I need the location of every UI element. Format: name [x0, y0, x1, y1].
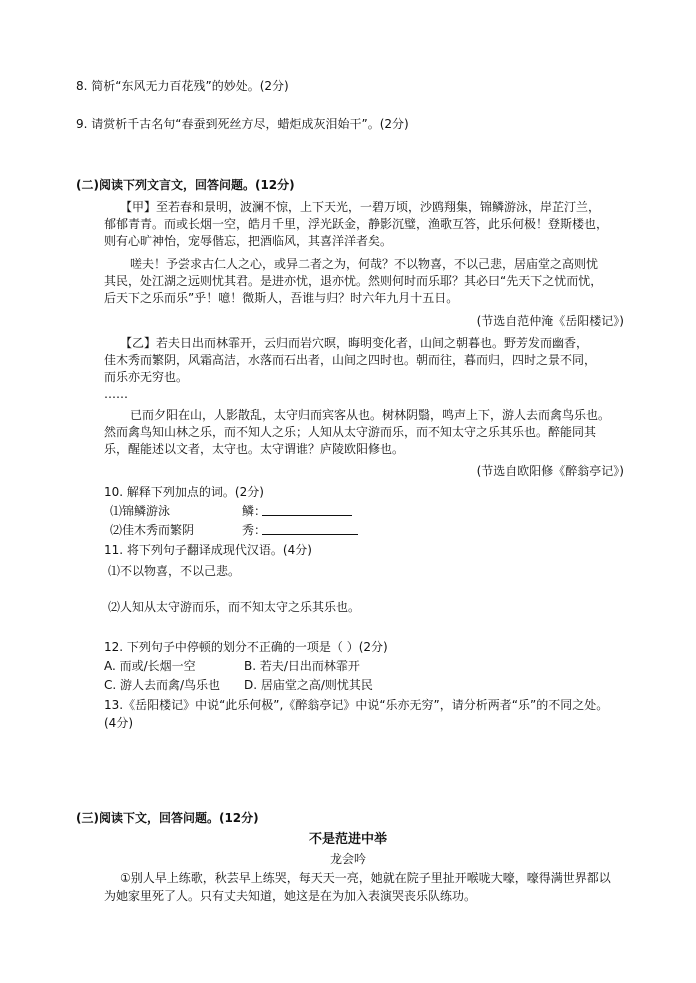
- q10-answer-blank[interactable]: [262, 522, 358, 535]
- article-author: 龙会吟: [329, 852, 366, 866]
- passage-yi-line: 乐，醒能述以文者，太守也。太守谓谁？庐陵欧阳修也。: [104, 442, 405, 456]
- question-11: 11. 将下列句子翻译成现代汉语。(4分): [104, 543, 312, 557]
- passage-yi-line: 已而夕阳在山，人影散乱，太守归而宾客从也。树林阴翳，鸣声上下，游人去而禽鸟乐也。: [130, 408, 611, 422]
- q10-item-text: ⑵佳木秀而繁阴: [110, 523, 195, 537]
- passage-yi-ellipsis: ……: [104, 387, 128, 401]
- passage-jia-line: 其民，处江湖之远则忧其君。是进亦忧，退亦忧。然则何时而乐耶？其必曰“先天下之忧而忧，: [104, 274, 603, 288]
- question-9: 9. 请赏析千古名句“春蚕到死丝方尽，蜡炬成灰泪始干”。(2分): [76, 117, 409, 131]
- q10-item-word: 鳞：: [242, 504, 267, 518]
- passage-yi-line: 佳木秀而繁阴，风霜高洁，水落而石出者，山间之四时也。朝而往，暮而归，四时之景不同，: [104, 353, 597, 367]
- q12-option: B. 若夫/日出而林霏开: [244, 659, 360, 673]
- question-13-points: (4分): [104, 716, 133, 730]
- question-10: 10. 解释下列加点的词。(2分): [104, 485, 264, 499]
- question-13: 13.《岳阳楼记》中说“此乐何极”,《醉翁亭记》中说“乐亦无穷”，请分析两者“乐”的不同之处。: [104, 698, 609, 712]
- section-2-heading: (二)阅读下列文言文，回答问题。(12分): [76, 178, 295, 192]
- article-title: 不是范进中举: [308, 832, 387, 847]
- section-3-heading: (三)阅读下文，回答问题。(12分): [76, 811, 259, 825]
- q10-item: [110, 503, 267, 519]
- passage-jia-source: (节选自范仲淹《岳阳楼记》): [476, 314, 624, 328]
- q10-answer-blank[interactable]: [262, 503, 352, 516]
- passage-jia-line: 后天下之乐而乐”乎！噫！微斯人，吾谁与归？时六年九月十五日。: [104, 291, 459, 305]
- question-12: 12. 下列句子中停顿的划分不正确的一项是（ ）(2分): [104, 640, 388, 654]
- article-paragraph-line: ①别人早上练歌，秋芸早上练哭，每天天一亮，她就在院子里扯开喉咙大嚎，嚎得满世界都以: [120, 871, 611, 885]
- passage-yi-line: 然而禽鸟知山林之乐，而不知人之乐；人知从太守游而乐，而不知太守之乐其乐也。醉能同其: [104, 425, 597, 439]
- q11-item: ⑵人知从太守游而乐，而不知太守之乐其乐也。: [108, 600, 361, 614]
- q10-item-text: ⑴锦鳞游泳: [110, 504, 171, 518]
- q10-item-word: 秀：: [242, 523, 267, 537]
- passage-jia-line: 郁郁青青。而或长烟一空，皓月千里，浮光跃金，静影沉璧，渔歌互答，此乐何极！登斯楼也，: [104, 217, 609, 231]
- q12-option: C. 游人去而禽/鸟乐也: [104, 678, 221, 692]
- passage-jia-line: 则有心旷神怡，宠辱偕忘，把酒临风，其喜洋洋者矣。: [104, 234, 393, 248]
- passage-yi-line: 而乐亦无穷也。: [104, 370, 189, 384]
- passage-yi-source: (节选自欧阳修《醉翁亭记》): [476, 464, 624, 478]
- q10-item: [110, 522, 267, 538]
- passage-jia-line: 嗟夫！予尝求古仁人之心，或异二者之为，何哉？不以物喜，不以己悲，居庙堂之高则忧: [130, 257, 599, 271]
- question-8: 8. 简析“东风无力百花残”的妙处。(2分): [76, 79, 289, 93]
- q11-item: ⑴不以物喜，不以己悲。: [108, 564, 241, 578]
- article-paragraph-line: 为她家里死了人。只有丈夫知道，她这是在为加入表演哭丧乐队练功。: [104, 889, 477, 903]
- q12-option: A. 而或/长烟一空: [104, 659, 196, 673]
- passage-jia-line: 【甲】至若春和景明，波澜不惊，上下天光，一碧万顷，沙鸥翔集，锦鳞游泳，岸芷汀兰，: [120, 200, 601, 214]
- q12-option: D. 居庙堂之高/则忧其民: [244, 678, 373, 692]
- passage-yi-line: 【乙】若夫日出而林霏开，云归而岩穴暝，晦明变化者，山间之朝暮也。野芳发而幽香，: [120, 336, 589, 350]
